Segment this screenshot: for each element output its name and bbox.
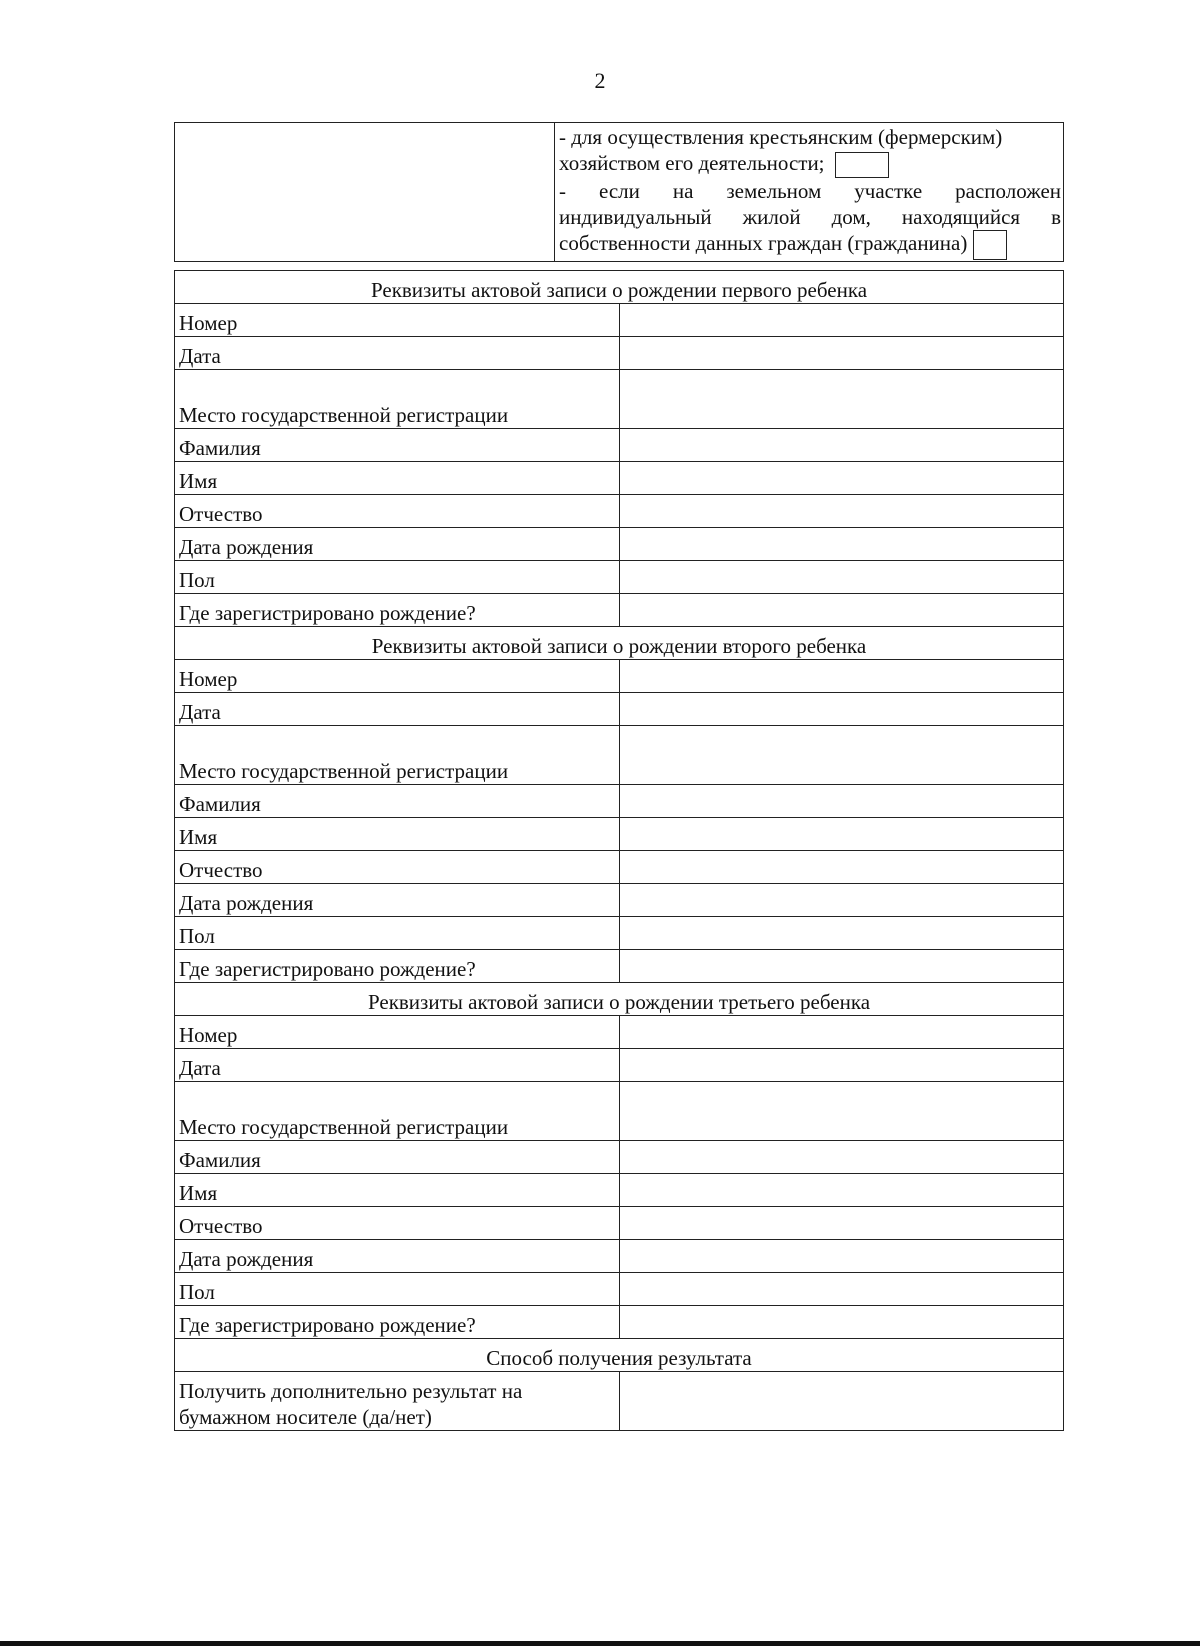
section-header-row <box>175 1339 1064 1372</box>
empty-label-cell <box>175 123 555 262</box>
birth-date-value-field[interactable] <box>619 1240 1064 1273</box>
field-row <box>175 1082 1064 1141</box>
number-label: Номер <box>175 304 620 337</box>
field-row <box>175 1240 1064 1273</box>
field-row <box>175 370 1064 429</box>
option-farming-line1: - для осуществления крестьянским (фермерским) <box>559 125 1003 149</box>
field-row <box>175 495 1064 528</box>
field-row <box>175 785 1064 818</box>
option-house-line1: - если на земельном участке расположен <box>559 179 1061 204</box>
sex-value-field[interactable] <box>619 561 1064 594</box>
paper-result-label: Получить дополнительно результат на бумажном носителе (да/нет) <box>175 1372 620 1431</box>
field-row <box>175 1049 1064 1082</box>
patronymic-value-field[interactable] <box>619 851 1064 884</box>
number-value-field[interactable] <box>619 304 1064 337</box>
field-row <box>175 337 1064 370</box>
section-title: Реквизиты актовой записи о рождении второго ребенка <box>175 627 1064 660</box>
house-checkbox[interactable] <box>973 230 1007 260</box>
number-label: Номер <box>175 660 620 693</box>
birth-date-label: Дата рождения <box>175 1240 620 1273</box>
registration-where-label: Где зарегистрировано рождение? <box>175 1306 620 1339</box>
patronymic-label: Отчество <box>175 851 620 884</box>
registration-place-label: Место государственной регистрации <box>175 1082 620 1141</box>
surname-label: Фамилия <box>175 785 620 818</box>
option-house-line3-wrap <box>559 230 1061 260</box>
sex-value-field[interactable] <box>619 1273 1064 1306</box>
patronymic-label: Отчество <box>175 495 620 528</box>
first-name-label: Имя <box>175 1174 620 1207</box>
birth-date-value-field[interactable] <box>619 884 1064 917</box>
field-row <box>175 693 1064 726</box>
field-row <box>175 528 1064 561</box>
field-row <box>175 462 1064 495</box>
field-row <box>175 660 1064 693</box>
land-purpose-options <box>555 123 1064 262</box>
registration-where-value-field[interactable] <box>619 950 1064 983</box>
registration-where-value-field[interactable] <box>619 1306 1064 1339</box>
field-row <box>175 1174 1064 1207</box>
page-bottom-rule <box>0 1641 1200 1646</box>
field-row <box>175 429 1064 462</box>
patronymic-label: Отчество <box>175 1207 620 1240</box>
number-label: Номер <box>175 1016 620 1049</box>
first-name-label: Имя <box>175 462 620 495</box>
page-number: 2 <box>594 68 606 93</box>
sex-label: Пол <box>175 917 620 950</box>
field-row <box>175 950 1064 983</box>
date-label: Дата <box>175 1049 620 1082</box>
field-row <box>175 561 1064 594</box>
farming-checkbox[interactable] <box>835 152 889 178</box>
option-farming-line2: хозяйством его деятельности; <box>559 151 825 175</box>
registration-place-value-field[interactable] <box>619 726 1064 785</box>
surname-value-field[interactable] <box>619 1141 1064 1174</box>
field-row <box>175 884 1064 917</box>
section-header-row <box>175 271 1064 304</box>
birth-records-table <box>174 270 1064 1431</box>
field-row <box>175 917 1064 950</box>
field-row <box>175 1207 1064 1240</box>
date-value-field[interactable] <box>619 693 1064 726</box>
date-label: Дата <box>175 337 620 370</box>
field-row <box>175 1306 1064 1339</box>
registration-place-label: Место государственной регистрации <box>175 726 620 785</box>
field-row <box>175 1372 1064 1431</box>
registration-place-label: Место государственной регистрации <box>175 370 620 429</box>
number-value-field[interactable] <box>619 660 1064 693</box>
date-value-field[interactable] <box>619 337 1064 370</box>
date-label: Дата <box>175 693 620 726</box>
field-row <box>175 1016 1064 1049</box>
registration-place-value-field[interactable] <box>619 1082 1064 1141</box>
registration-place-value-field[interactable] <box>619 370 1064 429</box>
patronymic-value-field[interactable] <box>619 1207 1064 1240</box>
option-house-line3: собственности данных граждан (гражданина) <box>559 231 968 256</box>
surname-value-field[interactable] <box>619 429 1064 462</box>
land-purpose-table <box>174 122 1064 262</box>
section-title: Реквизиты актовой записи о рождении третьего ребенка <box>175 983 1064 1016</box>
field-row <box>175 726 1064 785</box>
number-value-field[interactable] <box>619 1016 1064 1049</box>
birth-date-value-field[interactable] <box>619 528 1064 561</box>
date-value-field[interactable] <box>619 1049 1064 1082</box>
field-row <box>175 818 1064 851</box>
registration-where-value-field[interactable] <box>619 594 1064 627</box>
section-title: Способ получения результата <box>175 1339 1064 1372</box>
section-header-row <box>175 983 1064 1016</box>
field-row <box>175 594 1064 627</box>
field-row <box>175 1141 1064 1174</box>
registration-where-label: Где зарегистрировано рождение? <box>175 594 620 627</box>
field-row <box>175 1273 1064 1306</box>
sex-value-field[interactable] <box>619 917 1064 950</box>
paper-result-value-field[interactable] <box>619 1372 1064 1431</box>
patronymic-value-field[interactable] <box>619 495 1064 528</box>
section-header-row <box>175 627 1064 660</box>
field-row <box>175 851 1064 884</box>
section-title: Реквизиты актовой записи о рождении первого ребенка <box>175 271 1064 304</box>
option-house-line2: индивидуальный жилой дом, находящийся в <box>559 205 1061 230</box>
birth-date-label: Дата рождения <box>175 884 620 917</box>
first-name-value-field[interactable] <box>619 818 1064 851</box>
registration-where-label: Где зарегистрировано рождение? <box>175 950 620 983</box>
first-name-value-field[interactable] <box>619 1174 1064 1207</box>
birth-date-label: Дата рождения <box>175 528 620 561</box>
surname-value-field[interactable] <box>619 785 1064 818</box>
sex-label: Пол <box>175 561 620 594</box>
first-name-value-field[interactable] <box>619 462 1064 495</box>
option-farming-line2-wrap <box>559 150 1061 178</box>
surname-label: Фамилия <box>175 1141 620 1174</box>
sex-label: Пол <box>175 1273 620 1306</box>
first-name-label: Имя <box>175 818 620 851</box>
field-row <box>175 304 1064 337</box>
surname-label: Фамилия <box>175 429 620 462</box>
